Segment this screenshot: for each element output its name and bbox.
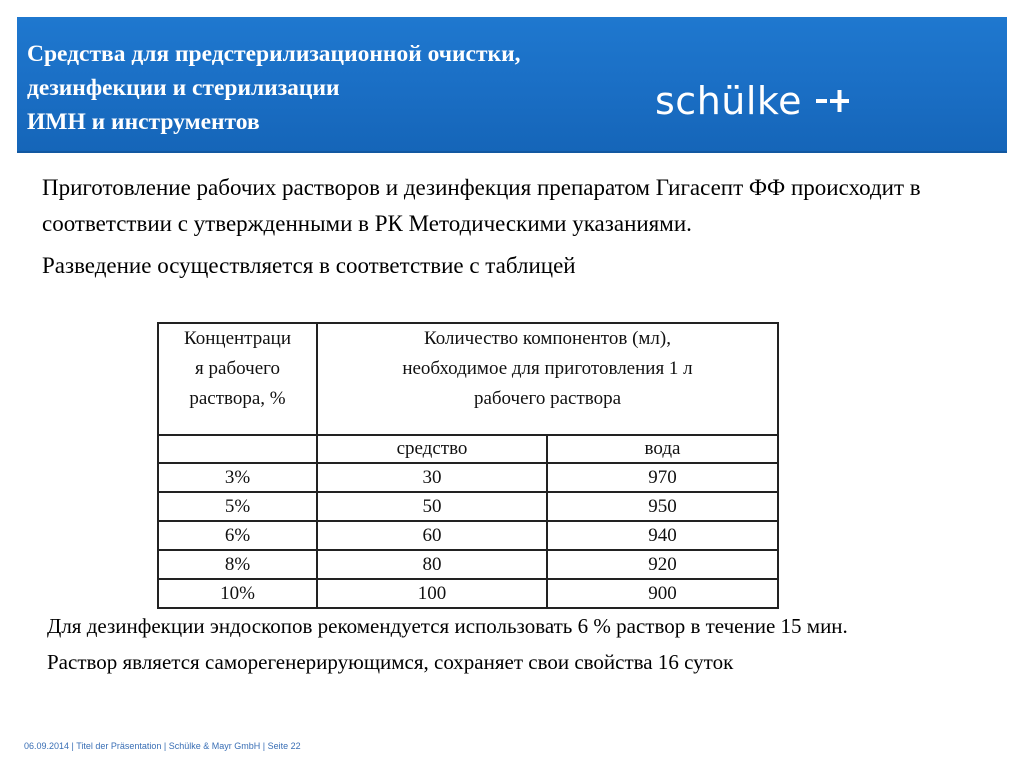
schulke-logo: [655, 79, 850, 123]
header-components-line-3: рабочего раствора: [473, 388, 622, 409]
header-concentration-line-2: я рабочего: [195, 358, 280, 379]
cell-concentration: 8%: [158, 550, 317, 579]
cell-water: 900: [547, 579, 778, 608]
table-subheader-row: [158, 435, 778, 463]
table-header-row: [158, 323, 778, 435]
header-concentration-line-3: раствора, %: [189, 388, 286, 409]
cell-water: 970: [547, 463, 778, 492]
cell-concentration: 5%: [158, 492, 317, 521]
cell-agent: 80: [317, 550, 547, 579]
cell-concentration: 3%: [158, 463, 317, 492]
cell-concentration: 10%: [158, 579, 317, 608]
header-concentration: [158, 323, 317, 435]
intro-paragraph: Приготовление рабочих растворов и дезинфекция препаратом Гигасепт ФФ происходит в соответствии с утвержденными в РК Методическими указаниями.: [42, 175, 921, 236]
notes-section: [47, 610, 987, 678]
cell-water: 950: [547, 492, 778, 521]
table-row: [158, 550, 778, 579]
dilution-table: [157, 322, 779, 609]
header-components-line-2: необходимое для приготовления 1 л: [402, 358, 693, 379]
cell-agent: 50: [317, 492, 547, 521]
header-components: [317, 323, 778, 435]
logo-wordmark: schülke: [655, 79, 802, 123]
slide-title-line-2: дезинфекции и стерилизации: [27, 75, 340, 101]
subheader-agent: средство: [317, 435, 547, 463]
slide-title-line-1: Средства для предстерилизационной очистки,: [27, 41, 521, 67]
logo-plus-icon: [816, 88, 850, 114]
subheader-water: вода: [547, 435, 778, 463]
subheader-empty-cell: [158, 435, 317, 463]
slide-footer: 06.09.2014 | Titel der Präsentation | Schülke & Mayr GmbH | Seite 22: [24, 741, 301, 751]
slide-title: [27, 37, 647, 139]
regeneration-note: Раствор является саморегенерирующимся, сохраняет свои свойства 16 суток: [47, 650, 734, 674]
table-intro-paragraph: Разведение осуществляется в соответствие с таблицей: [42, 253, 576, 278]
table-row: [158, 463, 778, 492]
cell-agent: 60: [317, 521, 547, 550]
table-row: [158, 521, 778, 550]
cell-water: 920: [547, 550, 778, 579]
cell-agent: 30: [317, 463, 547, 492]
endoscope-note: Для дезинфекции эндоскопов рекомендуется использовать 6 % раствор в течение 15 мин.: [47, 614, 848, 638]
slide-title-line-3: ИМН и инструментов: [27, 109, 260, 135]
header-concentration-line-1: Концентраци: [184, 328, 291, 349]
table-row: [158, 492, 778, 521]
cell-water: 940: [547, 521, 778, 550]
header-banner: [17, 17, 1007, 153]
cell-agent: 100: [317, 579, 547, 608]
table-row: [158, 579, 778, 608]
header-components-line-1: Количество компонентов (мл),: [424, 328, 671, 349]
body-text: [42, 170, 982, 284]
cell-concentration: 6%: [158, 521, 317, 550]
